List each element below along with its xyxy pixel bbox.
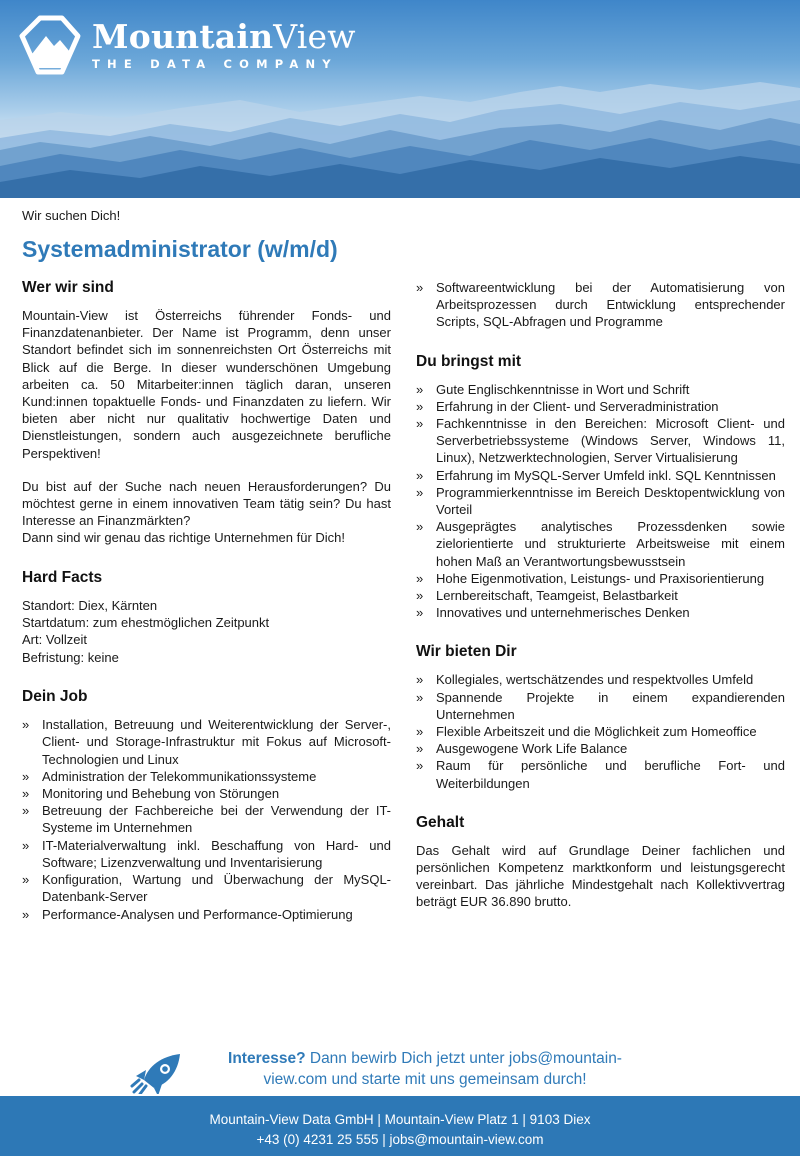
logo-tagline: THE DATA COMPANY <box>92 57 338 71</box>
list-item: » Konfiguration, Wartung und Überwachung der MySQL-Datenbank-Server <box>22 872 391 905</box>
list-item: » Hohe Eigenmotivation, Leistungs- und Praxisorientierung <box>416 570 765 586</box>
list-item: » IT-Materialverwaltung inkl. Beschaffung von Hard- und Software; Lizenzverwaltung und Inventarisierung <box>22 837 391 870</box>
list-item: » Monitoring und Behebung von Störungen <box>22 786 280 802</box>
cta-text <box>210 1048 640 1090</box>
fact-start-date: Startdatum: zum ehestmöglichen Zeitpunkt <box>22 615 270 631</box>
list-item: » Flexible Arbeitszeit und die Möglichkeit zum Homeoffice <box>416 724 757 740</box>
right-column <box>416 279 785 933</box>
fact-location: Standort: Diex, Kärnten <box>22 597 158 613</box>
rocket-icon <box>130 1050 184 1094</box>
list-item: » Spannende Projekte in einem expandierenden Unternehmen <box>416 689 785 722</box>
list-item: » Ausgewogene Work Life Balance <box>416 741 628 757</box>
fact-employment-type: Art: Vollzeit <box>22 632 88 648</box>
offer-section <box>416 643 785 791</box>
offer-heading: Wir bieten Dir <box>416 643 517 661</box>
list-item: » Performance-Analysen und Performance-Optimierung <box>22 906 353 922</box>
about-question: Du bist auf der Suche nach neuen Herausforderungen? Du möchtest gerne in einem innovativen Team tätig sein? Du hast Interesse an Finanzmärkten? <box>22 478 391 529</box>
about-closing: Dann sind wir genau das richtige Unternehmen für Dich! <box>22 530 346 546</box>
salary-section <box>416 814 785 911</box>
page-title: Systemadministrator (w/m/d) <box>22 236 338 262</box>
list-item: » Betreuung der Fachbereiche bei der Verwendung der IT-Systeme im Unternehmen <box>22 803 391 836</box>
list-item: » Administration der Telekommunikationssysteme <box>22 768 317 784</box>
job-section <box>22 688 391 922</box>
facts-section <box>22 569 391 667</box>
salary-heading: Gehalt <box>416 813 465 831</box>
list-item: » Softwareentwicklung bei der Automatisierung von Arbeitsprozessen durch Entwicklung entsprechender Scripts, SQL-Abfragen und Programme <box>416 280 785 330</box>
footer-address: Mountain-View Data GmbH | Mountain-View Platz 1 | 9103 Diex <box>209 1112 591 1127</box>
logo-name-light: View <box>273 17 356 56</box>
job-heading: Dein Job <box>22 688 88 706</box>
list-item: » Erfahrung im MySQL-Server Umfeld inkl. SQL Kenntnissen <box>416 467 776 483</box>
footer-contact: +43 (0) 4231 25 555 | jobs@mountain-view.com <box>256 1132 544 1147</box>
profile-section <box>416 353 785 622</box>
facts-heading: Hard Facts <box>22 568 103 586</box>
logo-name-bold: Mountain <box>92 17 274 56</box>
left-column <box>22 279 391 945</box>
list-item: » Installation, Betreuung und Weiterentwicklung der Server-, Client- und Storage-Infrastruktur mit Fokus auf Microsoft-Technologien und Linux <box>22 717 391 767</box>
header-banner <box>0 0 800 198</box>
intro-text: Wir suchen Dich! <box>22 208 121 223</box>
list-item: » Programmierkenntnisse im Bereich Desktopentwicklung von Vorteil <box>416 484 785 518</box>
footer <box>0 1096 800 1156</box>
company-logo <box>18 14 356 76</box>
list-item: » Kollegiales, wertschätzendes und respektvolles Umfeld <box>416 672 754 688</box>
about-section <box>22 279 391 547</box>
mountain-logo-icon <box>18 14 82 76</box>
list-item: » Erfahrung in der Client- und Serveradministration <box>416 398 719 414</box>
list-item: » Innovatives und unternehmerisches Denken <box>416 605 690 621</box>
list-item: » Gute Englischkenntnisse in Wort und Schrift <box>416 381 690 397</box>
about-heading: Wer wir sind <box>22 279 114 296</box>
list-item: » Fachkenntnisse in den Bereichen: Microsoft Client- und Serverbetriebssysteme (Windows Server, Windows 11, Linux), Netzwerktechnologien, Server Virtualisierung <box>416 416 785 466</box>
list-item: » Raum für persönliche und berufliche Fort- und Weiterbildungen <box>416 758 785 791</box>
cta-lead: Interesse? <box>228 1050 306 1067</box>
profile-heading: Du bringst mit <box>416 352 522 370</box>
fact-term: Befristung: keine <box>22 649 119 665</box>
salary-text: Das Gehalt wird auf Grundlage Deiner fachlichen und persönlichen Kompetenz marktkonform und leistungsgerecht vereinbart. Das jährliche Mindestgehalt nach Kollektivvertrag beträgt EUR 36.890 brutto. <box>416 842 785 910</box>
list-item: » Lernbereitschaft, Teamgeist, Belastbarkeit <box>416 588 678 604</box>
cta-message: Dann bewirb Dich jetzt unter jobs@mountain-view.com und starte mit uns gemeinsam durch! <box>263 1050 622 1088</box>
about-paragraph: Mountain-View ist Österreichs führender Fonds- und Finanzdatenanbieter. Der Name ist Programm, denn unser Standort befindet sich im sonnenreichsten Ort Österreichs mit Blick auf die Berge. In dieser wunderschönen Umgebung arbeiten ca. 50 Mitarbeiter:innen täglich daran, unseren Kund:innen topaktuelle Fonds- und Finanzdaten zu liefern. Wir bieten aber nicht nur qualitativ hochwertige Daten und Dienstleistungen, sondern auch ausgezeichnete berufliche Perspektiven! <box>22 308 391 461</box>
list-item: » Ausgeprägtes analytisches Prozessdenken sowie zielorientierte und strukturierte Arbeitsweise mit einem hohen Maß an Verantwortungsbewusstsein <box>416 519 785 569</box>
job-section-continued <box>416 279 785 331</box>
